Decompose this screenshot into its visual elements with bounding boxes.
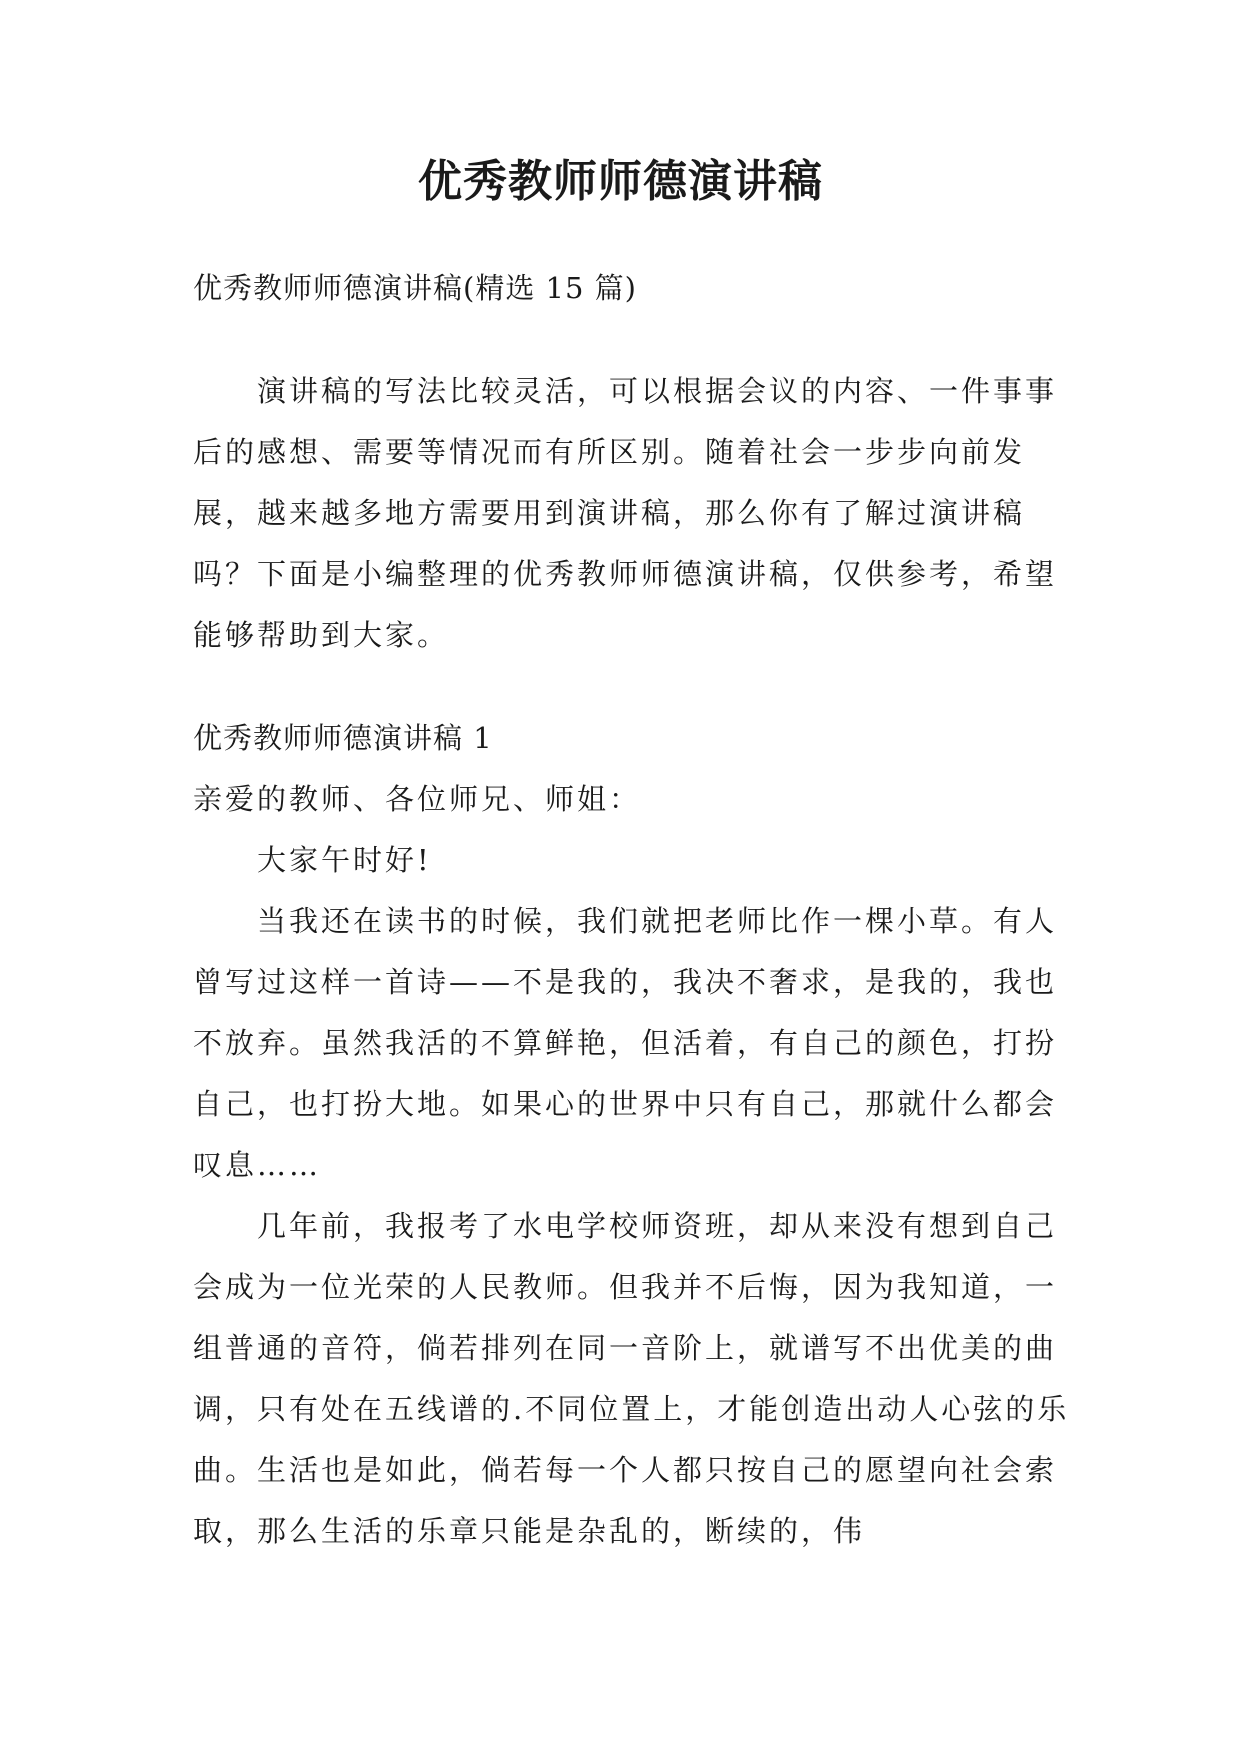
section-heading: 优秀教师师德演讲稿 1 [193, 721, 493, 755]
document-title: 优秀教师师德演讲稿 [418, 156, 823, 207]
intro-paragraph: 演讲稿的写法比较灵活，可以根据会议的内容、一件事事后的感想、需要等情况而有所区别。随着社会一步步向前发展，越来越多地方需要用到演讲稿，那么你有了解过演讲稿吗？下面是小编整理的优秀教师师德演讲稿，仅供参考，希望能够帮助到大家。 [193, 374, 1058, 652]
document-subtitle: 优秀教师师德演讲稿(精选 15 篇) [193, 271, 637, 305]
salutation: 亲爱的教师、各位师兄、师姐： [193, 782, 642, 816]
document-body [193, 258, 1073, 1562]
body-paragraph-1: 当我还在读书的时候，我们就把老师比作一棵小草。有人曾写过这样一首诗——不是我的，我决不奢求，是我的，我也不放弃。虽然我活的不算鲜艳，但活着，有自己的颜色，打扮自己，也打扮大地。如果心的世界中只有自己，那就什么都会叹息…… [193, 904, 1058, 1182]
body-paragraph-2: 几年前，我报考了水电学校师资班，却从来没有想到自己会成为一位光荣的人民教师。但我并不后悔，因为我知道，一组普通的音符，倘若排列在同一音阶上，就谱写不出优美的曲调，只有处在五线谱的.不同位置上，才能创造出动人心弦的乐曲。生活也是如此，倘若每一个人都只按自己的愿望向社会索取，那么生活的乐章只能是杂乱的，断续的，伟 [193, 1209, 1070, 1548]
greeting: 大家午时好! [257, 843, 432, 877]
